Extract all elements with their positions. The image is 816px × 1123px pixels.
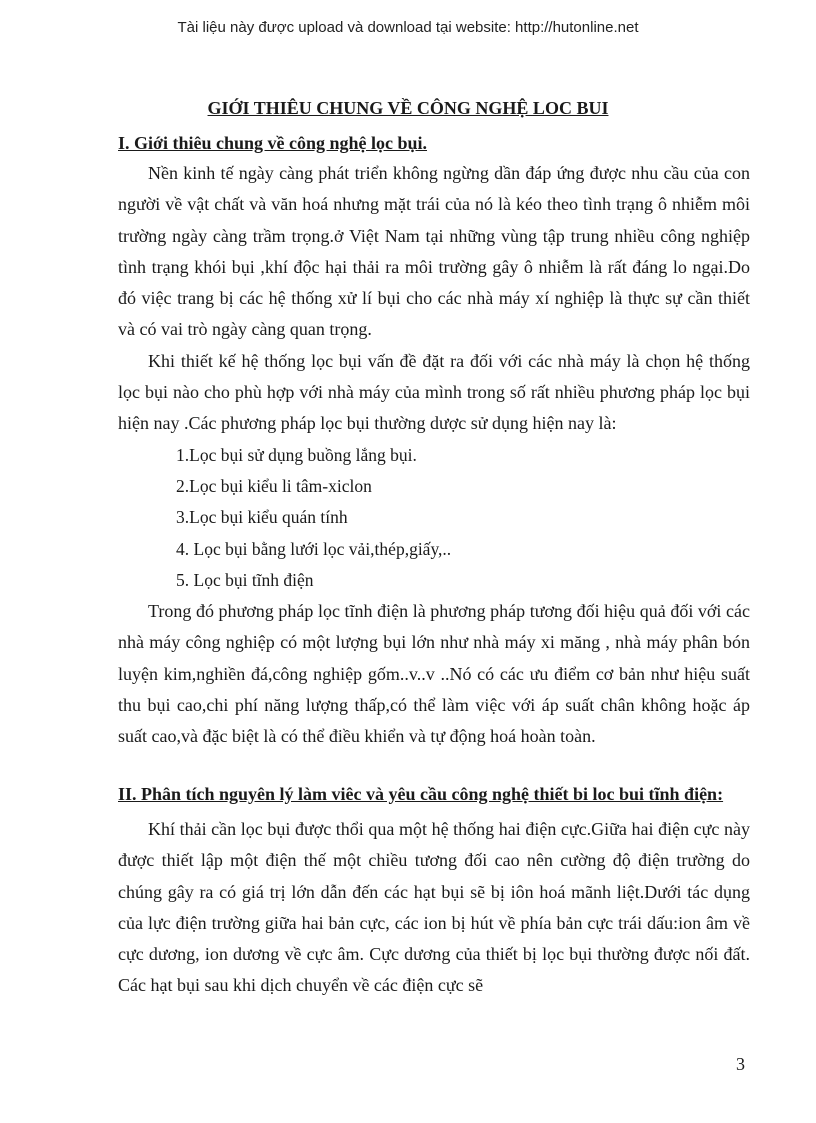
filter-methods-list — [118, 440, 750, 596]
section-1-heading: I. Giới thiêu chung về công nghệ lọc bụi. — [118, 133, 428, 153]
list-item: 2.Lọc bụi kiểu li tâm-xiclon — [176, 475, 372, 496]
list-item: 5. Lọc bụi tĩnh điện — [176, 569, 314, 590]
page-number: 3 — [736, 1054, 745, 1074]
section-1-paragraph-3: Trong đó phương pháp lọc tĩnh điện là phương pháp tương đối hiệu quả đối với các nhà máy công nghiệp có một lượng bụi lớn như nhà máy xi măng , nhà máy phân bón luyện kim,nghiền đá,công nghiệp gốm..v..v ..Nó có các ưu điểm cơ bản như hiệu suất thu bụi cao,chi phí năng lượng thấp,có thể làm việc với áp suất chân không hoặc áp suất cao,và đặc biệt là có thể điều khiển và tự động hoá hoàn toàn. — [118, 601, 750, 747]
list-item: 3.Lọc bụi kiểu quán tính — [176, 507, 348, 528]
list-item: 1.Lọc bụi sử dụng buồng lắng bụi. — [176, 444, 417, 465]
section-1 — [118, 128, 750, 753]
section-2-heading: II. Phân tích nguyên lý làm viêc và yêu cầu công nghệ thiết bi loc bui tĩnh điện: — [118, 784, 724, 804]
section-1-paragraph-1: Nền kinh tế ngày càng phát triển không ngừng dần đáp ứng được nhu cầu của con người về vật chất và văn hoá nhưng mặt trái của nó là kéo theo tình trạng ô nhiễm môi trường ngày càng trầm trọng.ở Việt Nam tại những vùng tập trung nhiều công nghiệp tình trạng khói bụi ,khí độc hại thải ra môi trường gây ô nhiễm là rất đáng lo ngại.Do đó việc trang bị các hệ thống xử lí bụi cho các nhà máy xí nghiệp là thực sự cần thiết và có vai trò ngày càng quan trọng. — [118, 163, 750, 340]
section-2 — [118, 776, 750, 1002]
document-title: GIỚI THIÊU CHUNG VỀ CÔNG NGHỆ LOC BUI — [207, 98, 609, 118]
list-item: 4. Lọc bụi bằng lưới lọc vải,thép,giấy,.. — [176, 538, 452, 559]
section-2-paragraph-1: Khí thải cần lọc bụi được thổi qua một hệ thống hai điện cực.Giữa hai điện cực này được thiết lập một điện thế một chiều tương đối cao nên cường độ điện trường do chúng gây ra có giá trị lớn dẫn đến các hạt bụi sẽ bị iôn hoá mãnh liệt.Dưới tác dụng của lực điện trường giữa hai bản cực, các ion bị hút về phía bản cực trái dấu:ion âm về cực dương, ion dương về cực âm. Cực dương của thiết bị lọc bụi thường được nối đất. Các hạt bụi sau khi dịch chuyển về các điện cực sẽ — [118, 819, 750, 996]
section-1-paragraph-2: Khi thiết kế hệ thống lọc bụi vấn đề đặt ra đối với các nhà máy là chọn hệ thống lọc bụi nào cho phù hợp với nhà máy của mình trong số rất nhiều phương pháp lọc bụi hiện nay .Các phương pháp lọc bụi thường dược sử dụng hiện nay là: — [118, 350, 750, 434]
watermark-header: Tài liệu này được upload và download tại website: http://hutonline.net — [177, 19, 639, 36]
